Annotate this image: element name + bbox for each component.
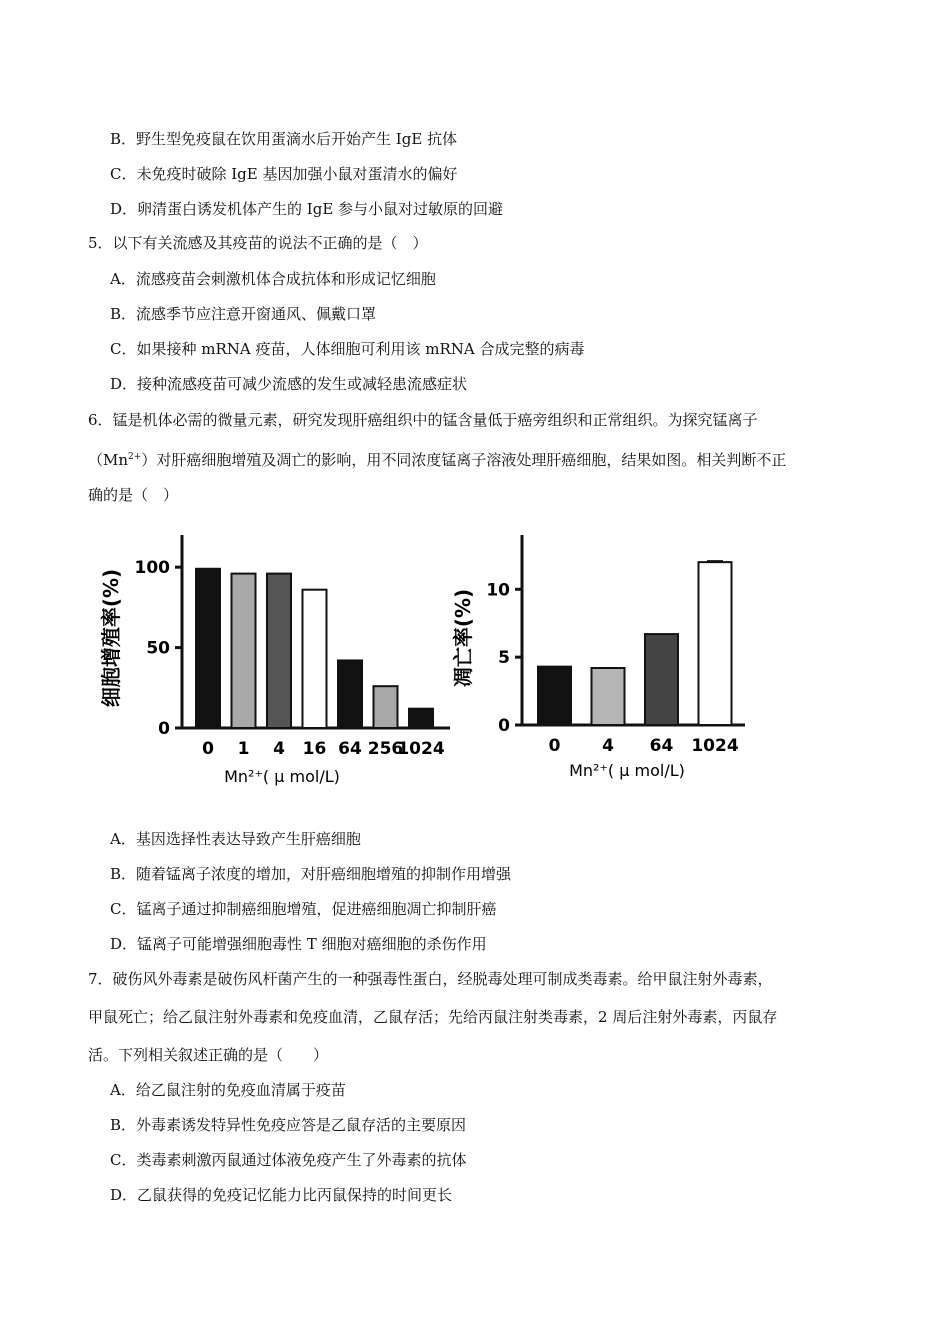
bar <box>338 660 362 728</box>
q4-option-b: B．野生型免疫鼠在饮用蛋滴水后开始产生 IgE 抗体 <box>110 130 458 148</box>
y-tick-label: 5 <box>498 648 510 669</box>
y-tick-label: 50 <box>146 638 170 659</box>
apoptosis-chart <box>451 535 745 780</box>
y-tick-label: 0 <box>158 719 170 739</box>
bar <box>699 562 732 725</box>
q6-option-b: B．随着锰离子浓度的增加，对肝癌细胞增殖的抑制作用增强 <box>110 865 512 883</box>
x-tick-label: 1024 <box>397 739 445 759</box>
x-tick-label: 4 <box>602 736 614 756</box>
q5-option-c: C．如果接种 mRNA 疫苗，人体细胞可利用该 mRNA 合成完整的病毒 <box>110 340 585 358</box>
q5-option-b: B．流感季节应注意开窗通风、佩戴口罩 <box>110 305 377 323</box>
bar <box>645 634 678 725</box>
x-tick-label: 64 <box>649 736 674 756</box>
bar <box>303 590 327 728</box>
x-tick-label: 1 <box>237 739 250 759</box>
q7-option-a: A．给乙鼠注射的免疫血清属于疫苗 <box>110 1081 346 1099</box>
x-axis-title: Mn²⁺( μ mol/L) <box>224 767 340 786</box>
q7-stem-line2: 甲鼠死亡；给乙鼠注射外毒素和免疫血清，乙鼠存活；先给丙鼠注射类毒素，2 周后注射外毒素，丙鼠存 <box>88 1008 778 1026</box>
q6-stem-line2: $(Mn^{2+})$对肝癌细胞增殖及凋亡的影响，用不同浓度锰离子溶液处理肝癌细胞，结果如图。相关判断不正 <box>88 451 787 469</box>
q5-option-d: D．接种流感疫苗可减少流感的发生或减轻患流感症状 <box>110 375 468 393</box>
y-tick-label: 10 <box>486 580 510 601</box>
q4-option-c: C．未免疫时破除 IgE 基因加强小鼠对蛋清水的偏好 <box>110 165 458 183</box>
q6-option-a: A．基因选择性表达导致产生肝癌细胞 <box>110 830 361 848</box>
q6-figure <box>0 520 950 820</box>
x-tick-label: 0 <box>202 739 214 759</box>
q7-stem-line1: 7．破伤风外毒素是破伤风杆菌产生的一种强毒性蛋白，经脱毒处理可制成类毒素。给甲鼠注射外毒素， <box>88 970 773 988</box>
x-axis-title: Mn²⁺( μ mol/L) <box>569 761 685 780</box>
y-axis-title: 凋亡率(%) <box>451 588 475 688</box>
q5-option-a: A．流感疫苗会刺激机体合成抗体和形成记忆细胞 <box>110 270 436 288</box>
q6-option-d: D．锰离子可能增强细胞毒性 T 细胞对癌细胞的杀伤作用 <box>110 935 487 953</box>
x-tick-label: 256 <box>367 739 404 759</box>
bar <box>196 569 220 728</box>
q7-option-c: C．类毒素刺激丙鼠通过体液免疫产生了外毒素的抗体 <box>110 1151 467 1169</box>
q5-stem: 5．以下有关流感及其疫苗的说法不正确的是（ ） <box>88 234 428 252</box>
q7-option-b: B．外毒素诱发特异性免疫应答是乙鼠存活的主要原因 <box>110 1116 467 1134</box>
bar <box>538 667 571 725</box>
q4-option-d: D．卵清蛋白诱发机体产生的 IgE 参与小鼠对过敏原的回避 <box>110 200 504 218</box>
y-tick-label: 0 <box>498 716 510 736</box>
x-tick-label: 16 <box>302 739 327 759</box>
bar <box>409 709 433 728</box>
bar <box>232 574 256 728</box>
x-tick-label: 1024 <box>691 736 739 756</box>
y-axis-title: 细胞增殖率(%) <box>99 568 123 708</box>
x-tick-label: 0 <box>548 736 561 756</box>
q6-stem-line1: 6．锰是机体必需的微量元素，研究发现肝癌组织中的锰含量低于癌旁组织和正常组织。为探究锰离子 <box>88 411 758 429</box>
bar <box>592 668 625 725</box>
bar <box>374 686 398 728</box>
q6-stem-line3: 确的是（ ） <box>88 486 179 504</box>
bar <box>267 574 291 728</box>
proliferation-chart <box>99 535 450 786</box>
q6-option-c: C．锰离子通过抑制癌细胞增殖，促进癌细胞凋亡抑制肝癌 <box>110 900 497 918</box>
x-tick-label: 64 <box>338 739 362 759</box>
y-tick-label: 100 <box>134 558 170 579</box>
q7-option-d: D．乙鼠获得的免疫记忆能力比丙鼠保持的时间更长 <box>110 1186 453 1204</box>
q7-stem-line3: 活。下列相关叙述正确的是（ ） <box>88 1046 329 1064</box>
x-tick-label: 4 <box>273 739 285 759</box>
